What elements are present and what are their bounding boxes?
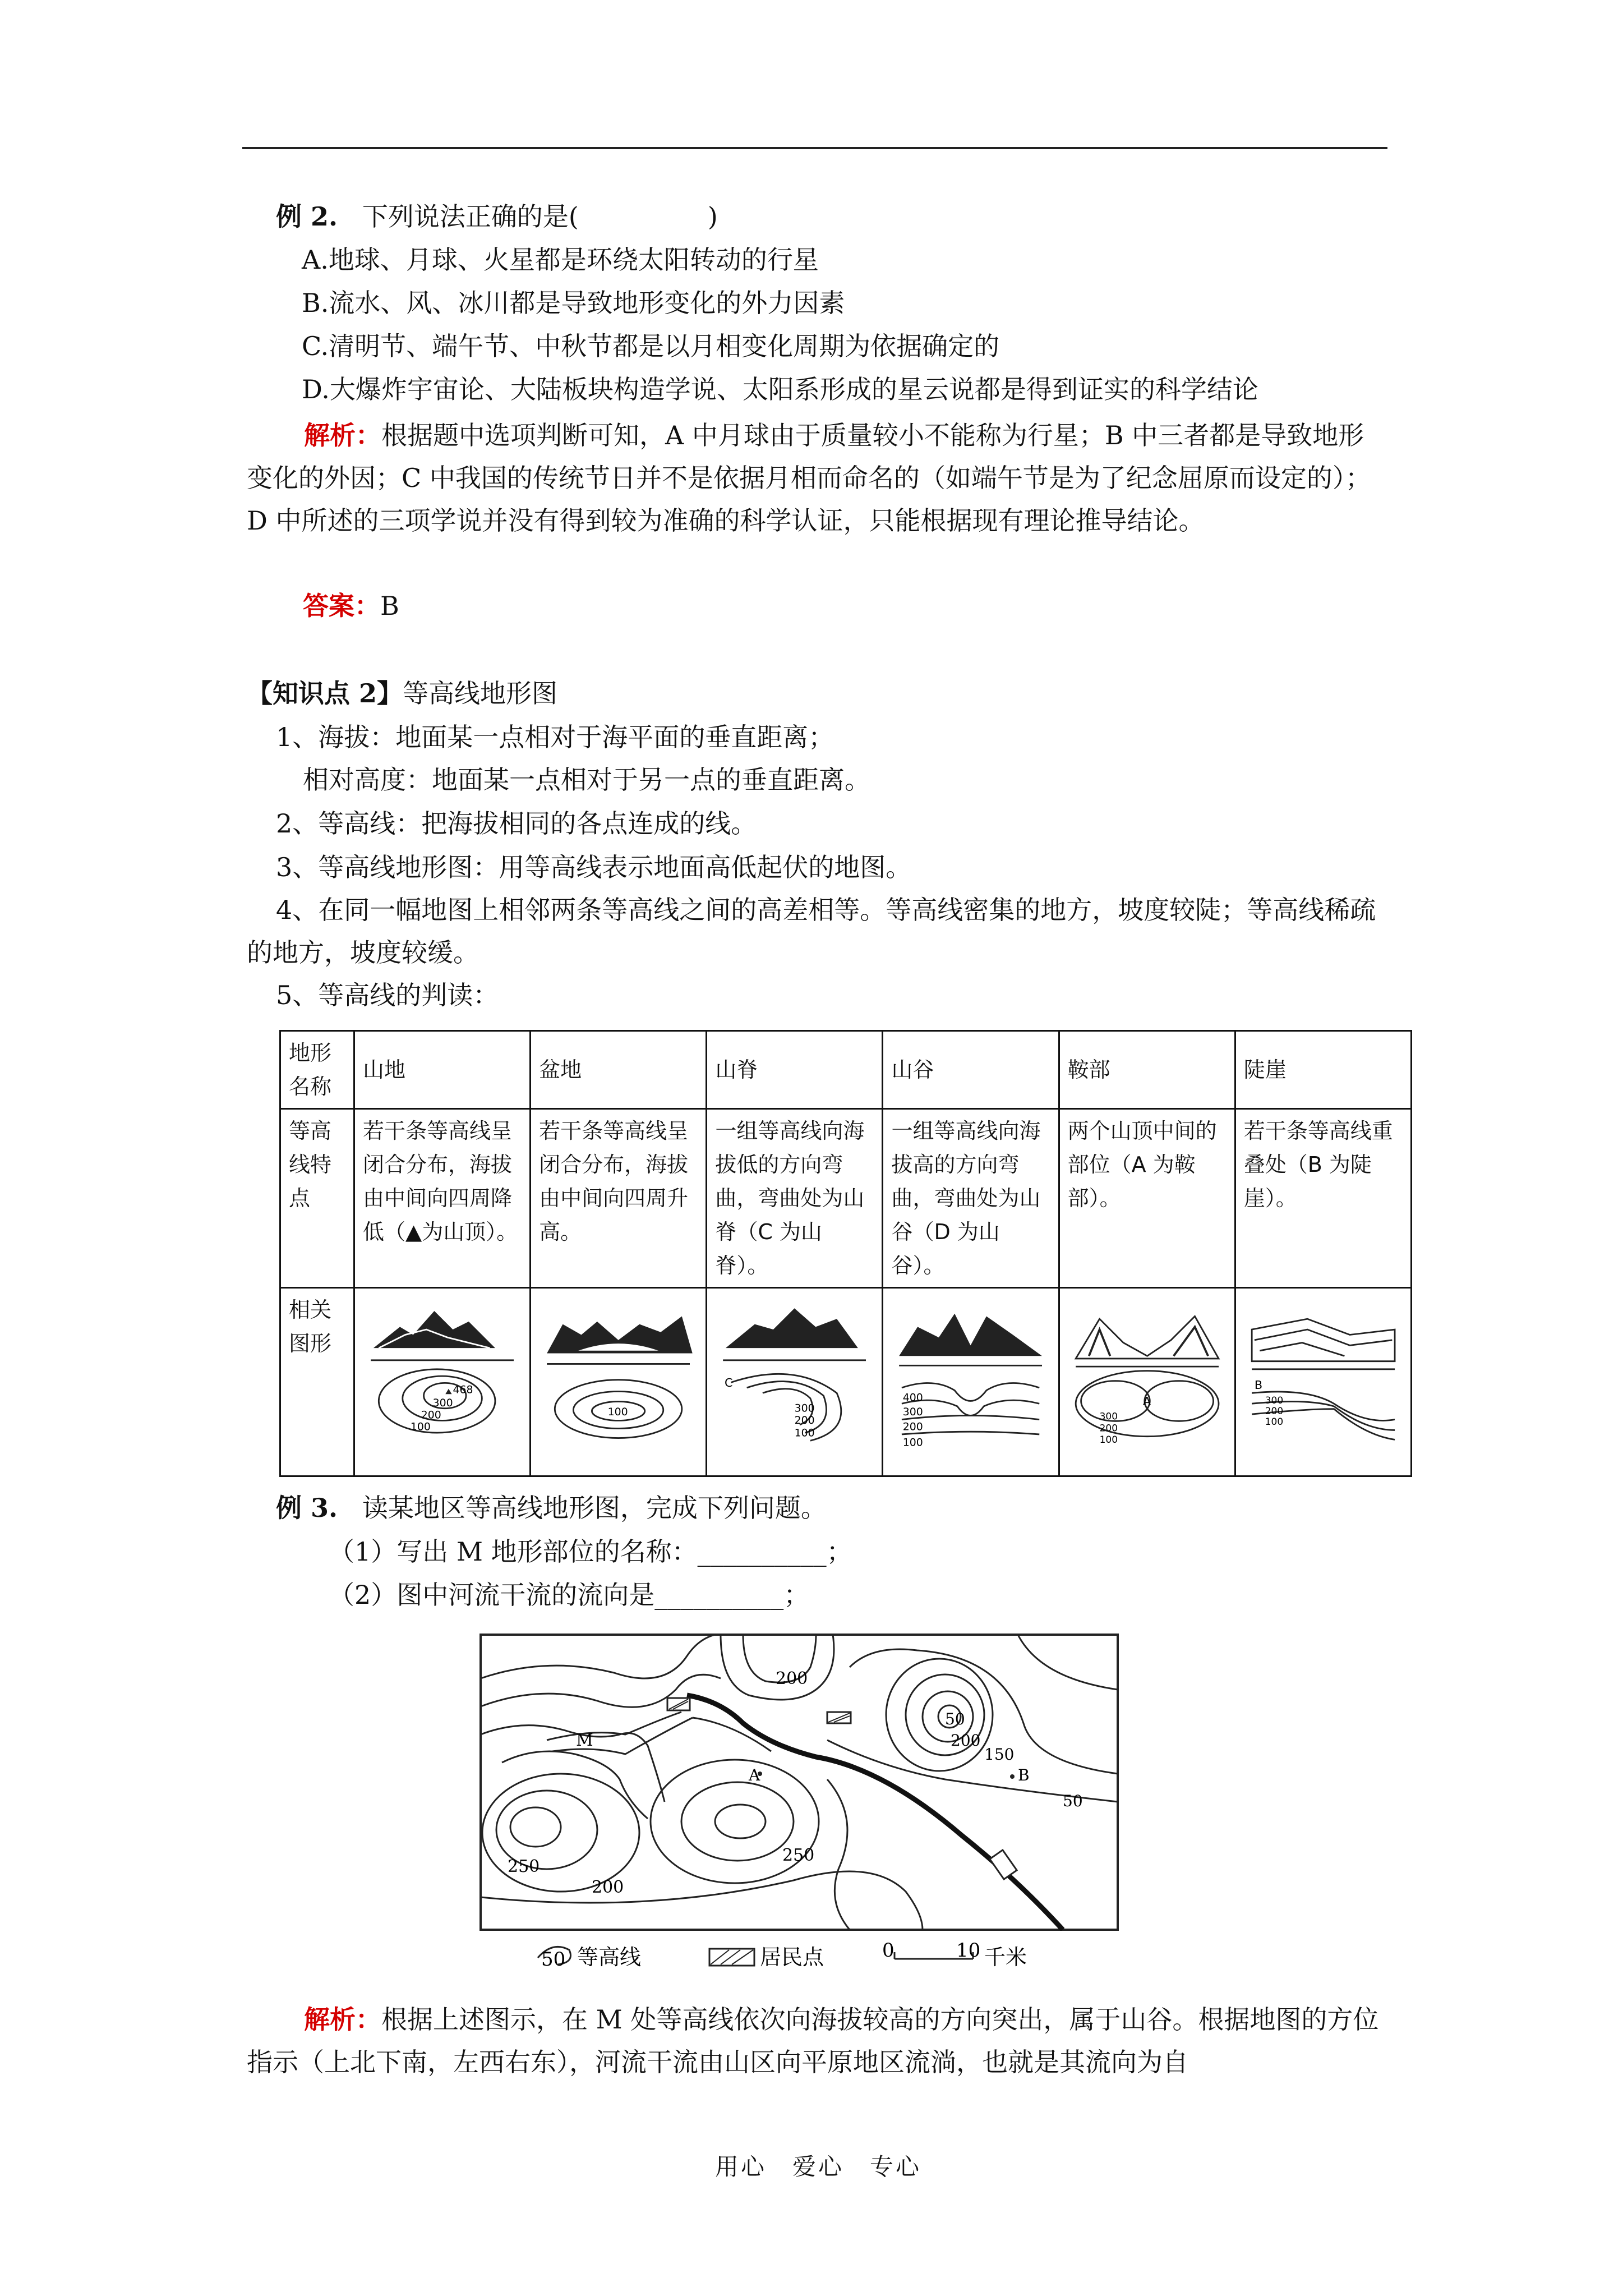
terrain-feature: 一组等高线向海拔低的方向弯曲，弯曲处为山脊（C 为山脊）。 [707, 1109, 883, 1288]
contour-label: 100 [607, 1405, 628, 1418]
contour-label: 400 [903, 1391, 924, 1404]
contour-label: 300 [1265, 1395, 1283, 1407]
contour-label: 468 [453, 1383, 473, 1396]
example2-analysis-label: 解析： [304, 420, 381, 450]
scale-zero: 0 [882, 1939, 895, 1962]
valley-illustration [891, 1293, 1050, 1461]
contour-label: 200 [421, 1409, 441, 1421]
figure-ridge [707, 1288, 883, 1476]
example2-analysis-text: 根据题中选项判断可知，A 中月球由于质量较小不能称为行星；B 中三者都是导致地形变化的外因；C 中我国的传统节日并不是依据月相而命名的（如端午节是为了纪念屈原而设定的）；D 中所述的三项学说并没有得到较为准确的科学认证，只能根据现有理论推导结论。 [247, 420, 1371, 536]
terrain-name: 鞍部 [1059, 1031, 1235, 1109]
scale-ten: 10 [956, 1939, 981, 1962]
example3-label: 例 3. [276, 1493, 338, 1523]
contour-label: 300 [794, 1402, 815, 1415]
example2-answer-label: 答案： [303, 591, 380, 621]
table-row-features [280, 1109, 1412, 1288]
terrain-name: 山脊 [707, 1031, 883, 1109]
example3-question-line [276, 1492, 827, 1524]
terrain-name: 山地 [354, 1031, 531, 1109]
example2-option-c: C.清明节、端午节、中秋节都是以月相变化周期为依据确定的 [302, 331, 1000, 361]
contour-label: 100 [1265, 1416, 1283, 1428]
terrain-table [279, 1030, 1412, 1457]
knowledge2-item-4: 4、在同一幅地图上相邻两条等高线之间的高差相等。等高线密集的地方，坡度较陡；等高线稀疏的地方，坡度较缓。 [247, 895, 1376, 968]
map-label-150: 150 [984, 1745, 1015, 1764]
knowledge2-item-1: 1、海拔：地面某一点相对于海平面的垂直距离； [276, 722, 834, 752]
legend-contour-value: 50 [541, 1948, 566, 1971]
map-label-200: 200 [776, 1669, 808, 1688]
map-label-m: M [576, 1731, 593, 1750]
cliff-illustration [1244, 1293, 1403, 1461]
terrain-name: 盆地 [531, 1031, 707, 1109]
knowledge2-title-bracket: 【知识点 2】 [247, 678, 403, 708]
figure-mountain [354, 1288, 531, 1476]
settlement-legend-icon [709, 1949, 754, 1966]
map-label-50: 50 [945, 1710, 965, 1728]
terrain-feature: 若干条等高线重叠处（B 为陡崖）。 [1235, 1109, 1411, 1288]
contour-label: 100 [794, 1427, 815, 1439]
example2-answer [303, 590, 399, 622]
knowledge2-title-text: 等高线地形图 [403, 678, 558, 708]
contour-label: 100 [903, 1436, 924, 1449]
contour-label: C [725, 1375, 733, 1389]
map-label-250a: 250 [508, 1857, 540, 1876]
example2-question: 下列说法正确的是( ) [362, 201, 718, 232]
knowledge2-item-2: 2、等高线：把海拔相同的各点连成的线。 [276, 808, 757, 839]
row-header-feature: 等高线特点 [280, 1109, 354, 1288]
row-header-name: 地形名称 [280, 1031, 354, 1109]
contour-label: 200 [903, 1420, 924, 1433]
mountain-illustration [363, 1293, 522, 1461]
example3-analysis-label: 解析： [304, 2004, 381, 2035]
figure-cliff [1235, 1288, 1411, 1476]
map-label-250b: 250 [782, 1846, 815, 1865]
example3-question: 读某地区等高线地形图，完成下列问题。 [362, 1493, 827, 1523]
knowledge2-item-1b: 相对高度：地面某一点相对于另一点的垂直距离。 [303, 765, 870, 795]
knowledge2-item-3: 3、等高线地形图：用等高线表示地面高低起伏的地图。 [276, 852, 912, 882]
contour-label: 200 [794, 1414, 815, 1427]
contour-map [479, 1634, 1119, 1931]
example2-answer-text: B [380, 591, 399, 621]
row-header-figure: 相关图形 [280, 1288, 354, 1476]
header-rule [242, 147, 1387, 149]
terrain-name: 陡崖 [1235, 1031, 1411, 1109]
terrain-feature: 若干条等高线呈闭合分布，海拔由中间向四周升高。 [531, 1109, 707, 1288]
figure-valley [883, 1288, 1059, 1476]
legend-graphics [536, 1936, 1085, 1972]
knowledge2-title [247, 678, 557, 709]
figure-basin [531, 1288, 707, 1476]
basin-illustration [539, 1293, 698, 1461]
terrain-name: 山谷 [883, 1031, 1059, 1109]
table-row-figures [280, 1288, 1412, 1476]
contour-label: 300 [432, 1396, 453, 1409]
map-label-a: A [749, 1766, 760, 1784]
table-row-names [280, 1031, 1412, 1109]
contour-label: 100 [1099, 1434, 1118, 1446]
map-legend [536, 1936, 1085, 1978]
example2-option-b: B.流水、风、冰川都是导致地形变化的外力因素 [302, 288, 845, 318]
point-b [1010, 1774, 1015, 1779]
contour-label: 100 [410, 1420, 431, 1433]
example3-q2: （2）图中河流干流的流向是__________； [329, 1580, 810, 1610]
map-label-b: B [1018, 1766, 1030, 1784]
example2-option-d: D.大爆炸宇宙论、大陆板块构造学说、太阳系形成的星云说都是得到证实的科学结论 [302, 374, 1258, 404]
example3-q1: （1）写出 M 地形部位的名称：__________； [329, 1536, 852, 1567]
map-label-200b: 200 [592, 1878, 624, 1897]
page-footer: 用心 爱心 专心 [715, 2153, 922, 2180]
example2-question-line [276, 201, 718, 232]
legend-settlement-text: 居民点 [760, 1945, 824, 1970]
contour-label: A [1142, 1395, 1151, 1409]
example2-analysis [247, 414, 1385, 542]
example2-label: 例 2. [276, 201, 338, 232]
contour-label: 200 [1099, 1423, 1118, 1434]
example3-analysis [247, 1998, 1385, 2083]
example3-analysis-text: 根据上述图示，在 M 处等高线依次向海拔较高的方向突出，属于山谷。根据地图的方位指示（上北下南，左西右东），河流干流由山区向平原地区流淌，也就是其流向为自 [247, 2004, 1379, 2077]
terrain-feature: 两个山顶中间的部位（A 为鞍部）。 [1059, 1109, 1235, 1288]
figure-saddle [1059, 1288, 1235, 1476]
contour-label: 300 [1099, 1411, 1118, 1423]
map-label-200c: 200 [951, 1731, 981, 1750]
terrain-feature: 一组等高线向海拔高的方向弯曲，弯曲处为山谷（D 为山谷）。 [883, 1109, 1059, 1288]
contour-label: 300 [903, 1405, 924, 1418]
map-label-50-right: 50 [1063, 1792, 1083, 1810]
contour-label: 200 [1265, 1406, 1283, 1418]
scale-unit: 千米 [984, 1945, 1027, 1970]
ridge-illustration [715, 1293, 874, 1461]
saddle-illustration [1068, 1293, 1227, 1461]
legend-contour-text: 等高线 [577, 1945, 642, 1970]
example2-option-a: A.地球、月球、火星都是环绕太阳转动的行星 [302, 245, 819, 275]
contour-label: B [1254, 1378, 1262, 1392]
terrain-feature: 若干条等高线呈闭合分布，海拔由中间向四周降低（▲为山顶）。 [354, 1109, 531, 1288]
knowledge2-item-5: 5、等高线的判读： [276, 980, 499, 1010]
